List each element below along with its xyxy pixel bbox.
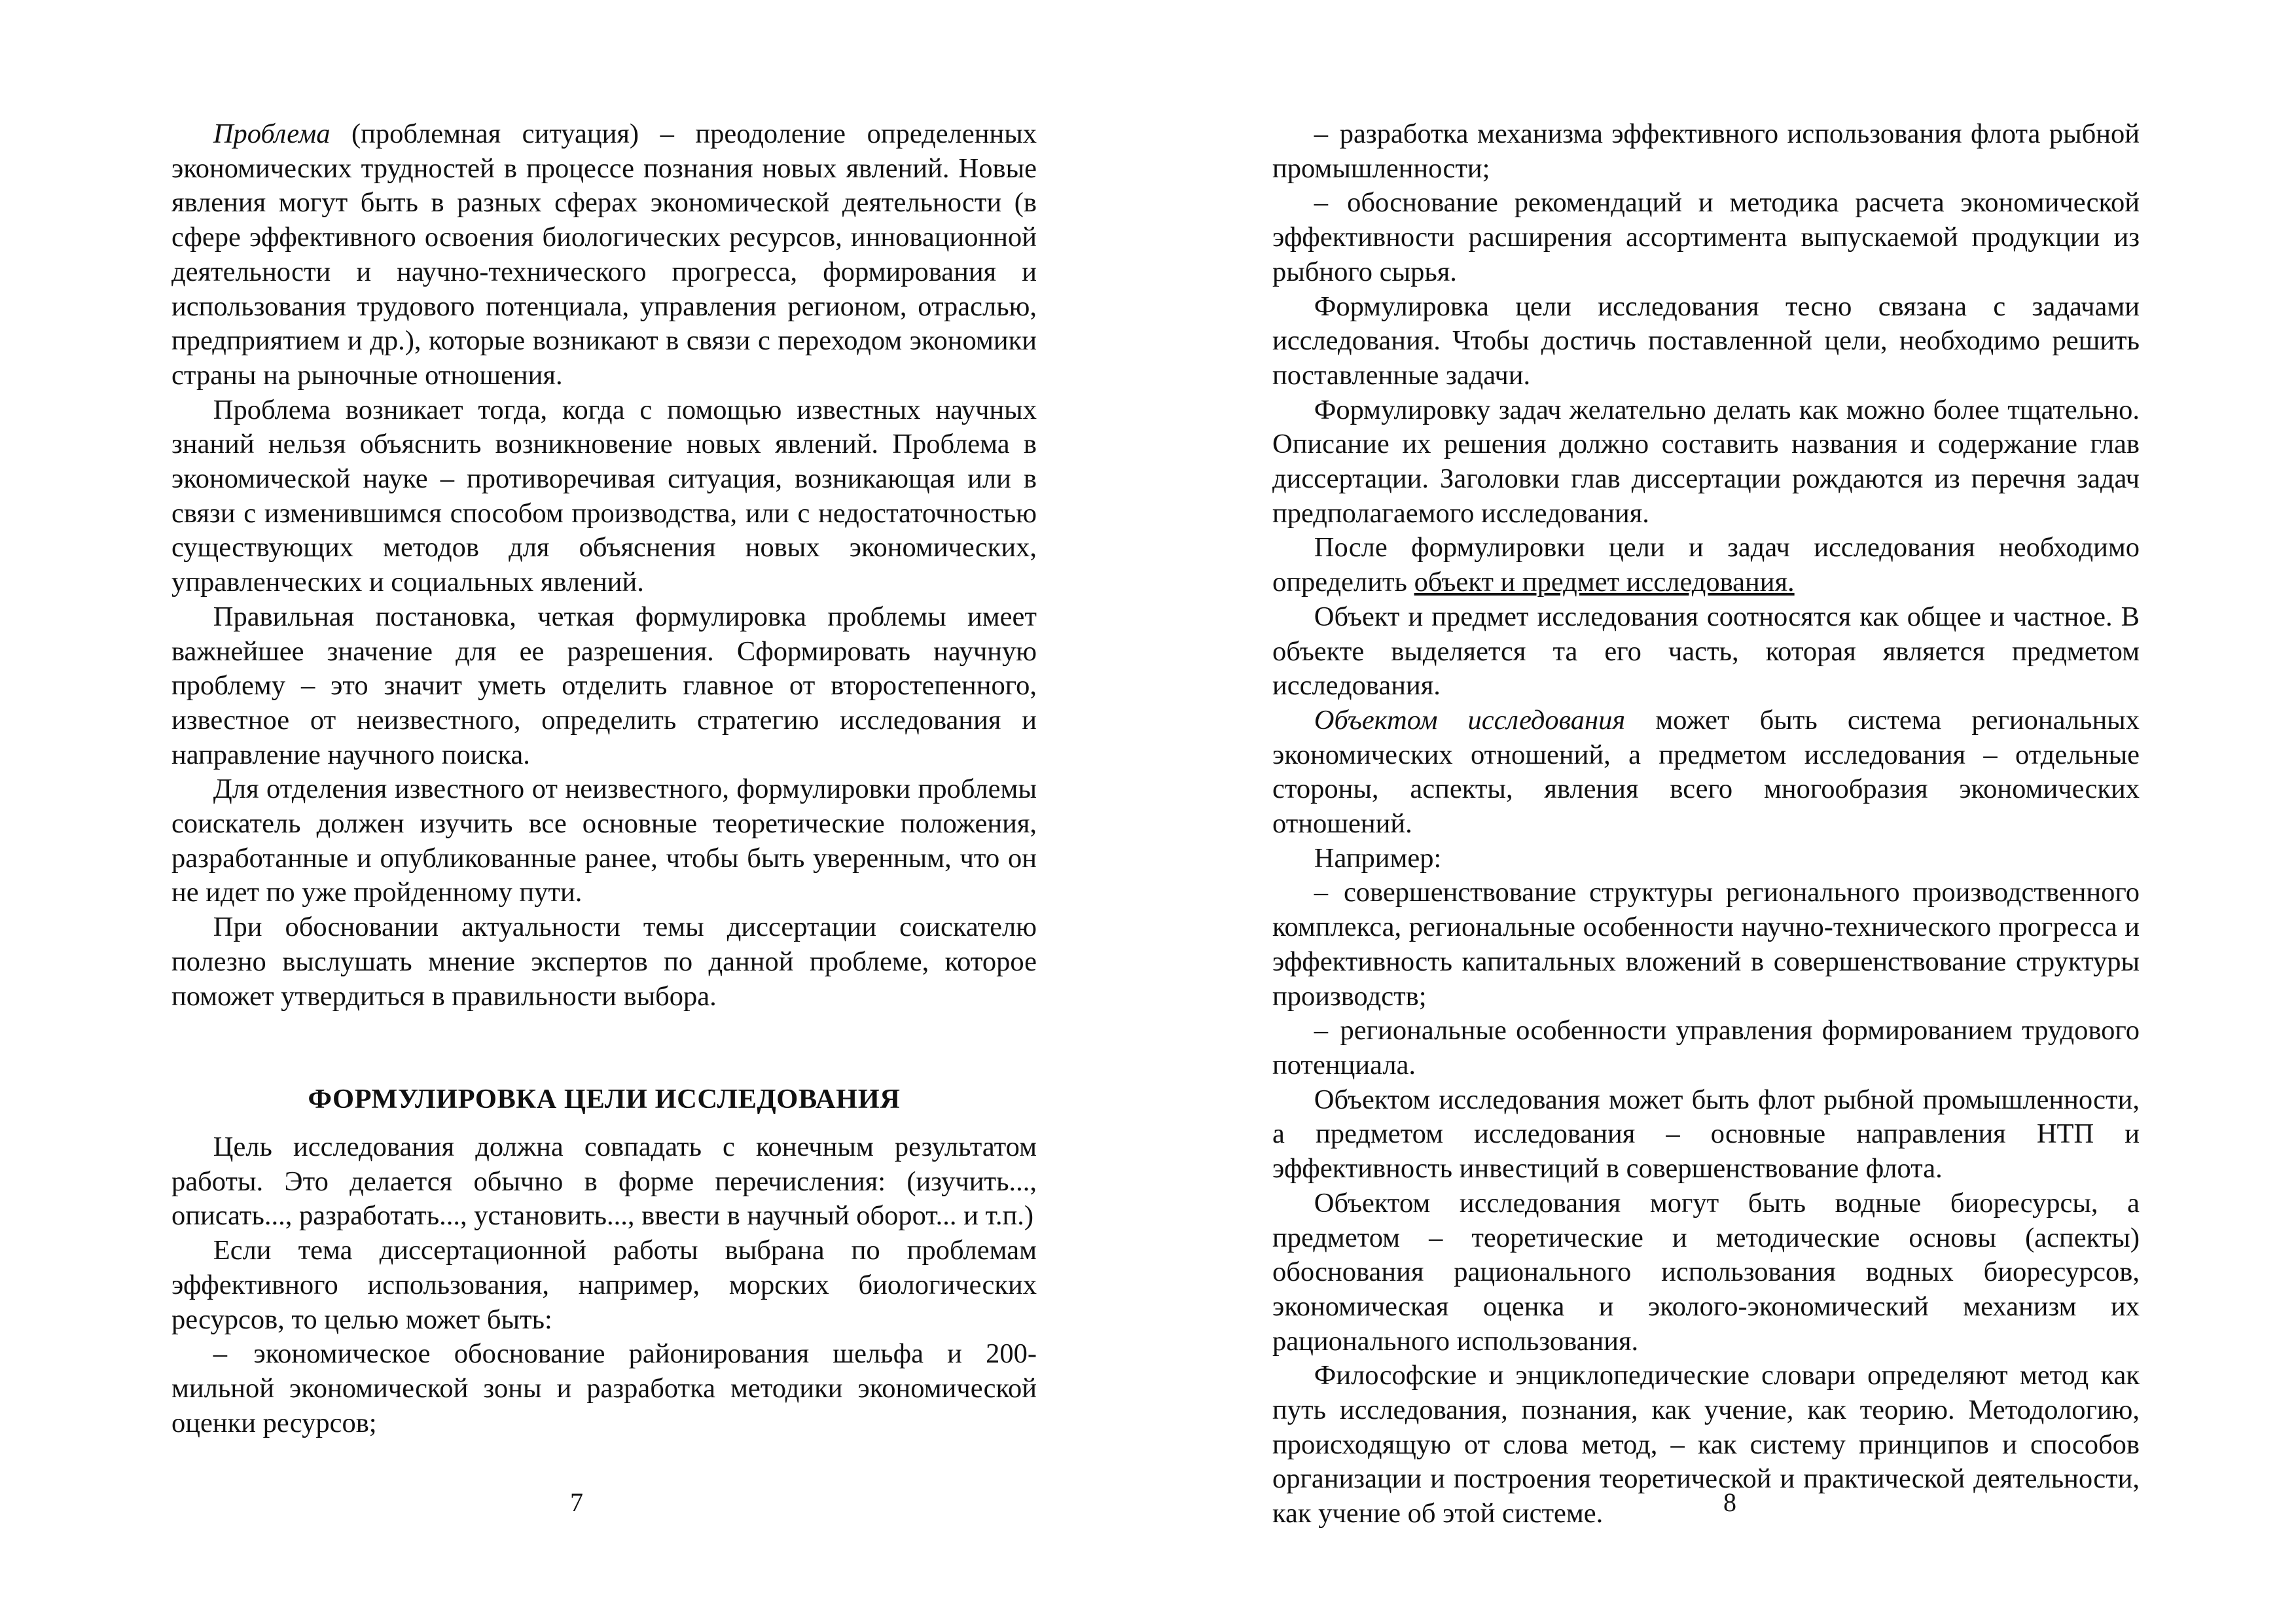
paragraph-object-definition: Объектом исследования может быть система региональных экономических отношений, а предметом исследования – отдельные стороны, аспекты, явления всего многообразия экономических отношений. bbox=[1272, 704, 2140, 840]
dash-bullet: – bbox=[1314, 187, 1328, 219]
dash-bullet: – bbox=[213, 1338, 227, 1370]
paragraph-method-definition: Философские и энциклопедические словари определяют метод как путь исследования, познания, как учение, как теорию. Методологию, происходящую от слова метод, – как систему принципов и способов организации и построения теоретической и практической деятельности, как учение об этой системе. bbox=[1272, 1360, 2140, 1529]
list-item-fleet-mechanism: – разработка механизма эффективного использования флота рыбной промышленности; bbox=[1272, 118, 2140, 184]
list-item-recommendations: – обоснование рекомендаций и методика расчета экономической эффективности расширения ассортимента выпускаемой продукции из рыбного сырья. bbox=[1272, 187, 2140, 287]
paragraph-example-label: Например: bbox=[1314, 842, 1442, 874]
right-text-column bbox=[1272, 117, 2140, 1531]
term-problem: Проблема bbox=[213, 118, 331, 149]
paragraph-general-particular: Объект и предмет исследования соотносятся как общее и частное. В объекте выделяется та его часть, которая является предметом исследования. bbox=[1272, 601, 2140, 702]
term-object: Объектом исследования bbox=[1314, 704, 1626, 736]
dash-bullet: – bbox=[1314, 118, 1328, 149]
right-page bbox=[1148, 0, 2296, 1623]
page-number: 7 bbox=[570, 1488, 583, 1517]
paragraph-problem-arises: Проблема возникает тогда, когда с помощью известных научных знаний нельзя объяснить возникновение новых явлений. Проблема в экономической науке – противоречивая ситуация, возникающая или в связи с изменившимся способом производства, или с недостаточностью существующих методов для объяснения новых экономических, управленческих и социальных явлений. bbox=[171, 394, 1037, 598]
object-subject-link[interactable]: объект и предмет исследования. bbox=[1414, 567, 1795, 598]
dash-bullet: – bbox=[1314, 1015, 1328, 1046]
paragraph-problem-statement: Правильная постановка, четкая формулировка проблемы имеет важнейшее значение для ее разрешения. Сформировать научную проблему – это значит уметь отделить главное от второстепенного, известное от неизвестного, определить стратегию исследования и направление научного поиска. bbox=[171, 601, 1037, 770]
paragraph-research-goal: Цель исследования должна совпадать с конечным результатом работы. Это делается обычно в форме перечисления: (изучить..., описать..., разработать..., установить..., ввести в научный оборот... и т.п.) bbox=[171, 1131, 1037, 1232]
paragraph-object-subject-intro: После формулировки цели и задач исследования необходимо определить объект и предмет исследования. bbox=[1272, 532, 2140, 598]
list-item-shelf-zoning: – экономическое обоснование районирования шельфа и 200-мильной экономической зоны и разработка методики экономической оценки ресурсов; bbox=[171, 1338, 1037, 1438]
paragraph-fleet-object: Объектом исследования может быть флот рыбной промышленности, а предметом исследования – основные направления НТП и эффективность инвестиций в совершенствование флота. bbox=[1272, 1084, 2140, 1185]
paragraph-tasks-formulation: Формулировку задач желательно делать как можно более тщательно. Описание их решения должно составить названия и содержание глав диссертации. Заголовки глав диссертации рождаются из перечня задач предполагаемого исследования. bbox=[1272, 394, 2140, 529]
paragraph-goal-tasks: Формулировка цели исследования тесно связана с задачами исследования. Чтобы достичь поставленной цели, необходимо решить поставленные задачи. bbox=[1272, 291, 2140, 391]
list-item-labor-potential: – региональные особенности управления формированием трудового потенциала. bbox=[1272, 1015, 2140, 1080]
paragraph-example-goal: Если тема диссертационной работы выбрана по проблемам эффективного использования, например, морских биологических ресурсов, то целью может быть: bbox=[171, 1235, 1037, 1335]
list-item-production-complex: – совершенствование структуры регионального производственного комплекса, региональные особенности научно-технического прогресса и эффективность капитальных вложений в совершенствование структуры производств; bbox=[1272, 877, 2140, 1012]
dash-bullet: – bbox=[1314, 877, 1328, 908]
paragraph-known-unknown: Для отделения известного от неизвестного, формулировки проблемы соискатель должен изучить все основные теоретические положения, разработанные и опубликованные ранее, чтобы быть уверенным, что он не идет по уже пройденному пути. bbox=[171, 774, 1037, 908]
paragraph-problem-definition: Проблема (проблемная ситуация) – преодоление определенных экономических трудностей в процессе познания новых явлений. Новые явления могут быть в разных сферах экономической деятельности (в сфере эффективного освоения биологических ресурсов, инновационной деятельности и научно-технического прогресса, формирования и использования трудового потенциала, управления регионом, отраслью, предприятием и др.), которые возникают в связи с переходом экономики страны на рыночные отношения. bbox=[171, 118, 1037, 391]
paragraph-relevance: При обосновании актуальности темы диссертации соискателю полезно выслушать мнение экспертов по данной проблеме, которое поможет утвердиться в правильности выбора. bbox=[171, 912, 1037, 1012]
left-text-column bbox=[171, 117, 1037, 1440]
paragraph-bioresources-object: Объектом исследования могут быть водные биоресурсы, а предметом – теоретические и методические основы (аспекты) обоснования рационального использования водных биоресурсов, экономическая оценка и эколого-экономический механизм их рационального использования. bbox=[1272, 1187, 2140, 1357]
section-heading: ФОРМУЛИРОВКА ЦЕЛИ ИССЛЕДОВАНИЯ bbox=[308, 1084, 901, 1115]
page-number: 8 bbox=[1723, 1488, 1736, 1517]
